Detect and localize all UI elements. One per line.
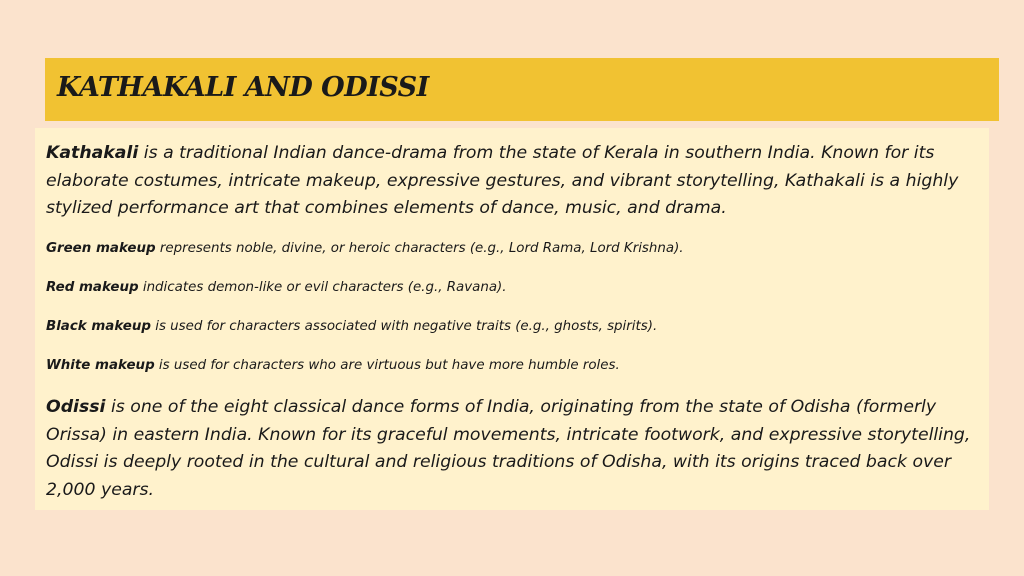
odissi-text: is one of the eight classical dance forms of India, originating from the state of Odisha (formerly Orissa) in eastern India. Known for its graceful movements, intricate footwork, and expressive storytelling, Odissi is deeply rooted in the cultural and religious traditions of Odisha, with its origins traced back over 2,000 years. — [46, 397, 971, 500]
green-makeup-term: Green makeup — [46, 241, 156, 256]
slide-title: KATHAKALI AND ODISSI — [57, 72, 429, 103]
red-makeup-text: indicates demon-like or evil characters (e.g., Ravana). — [138, 280, 507, 295]
black-makeup-item — [46, 318, 981, 336]
kathakali-term: Kathakali — [46, 143, 139, 163]
black-makeup-term: Black makeup — [46, 319, 151, 334]
white-makeup-term: White makeup — [46, 358, 155, 373]
red-makeup-item — [46, 279, 981, 297]
kathakali-text: is a traditional Indian dance-drama from the state of Kerala in southern India. Known for its elaborate costumes, intricate makeup, expressive gestures, and vibrant storytelling, Kathakali is a highly stylized performance art that combines elements of dance, music, and drama. — [46, 143, 959, 218]
white-makeup-text: is used for characters who are virtuous but have more humble roles. — [154, 358, 620, 373]
kathakali-paragraph — [46, 140, 981, 223]
content-box — [35, 128, 989, 510]
red-makeup-term: Red makeup — [46, 280, 139, 295]
title-bar — [45, 58, 999, 121]
odissi-paragraph — [46, 394, 981, 504]
white-makeup-item — [46, 357, 981, 375]
green-makeup-text: represents noble, divine, or heroic characters (e.g., Lord Rama, Lord Krishna). — [155, 241, 684, 256]
black-makeup-text: is used for characters associated with negative traits (e.g., ghosts, spirits). — [150, 319, 658, 334]
green-makeup-item — [46, 240, 981, 258]
odissi-term: Odissi — [46, 397, 106, 417]
